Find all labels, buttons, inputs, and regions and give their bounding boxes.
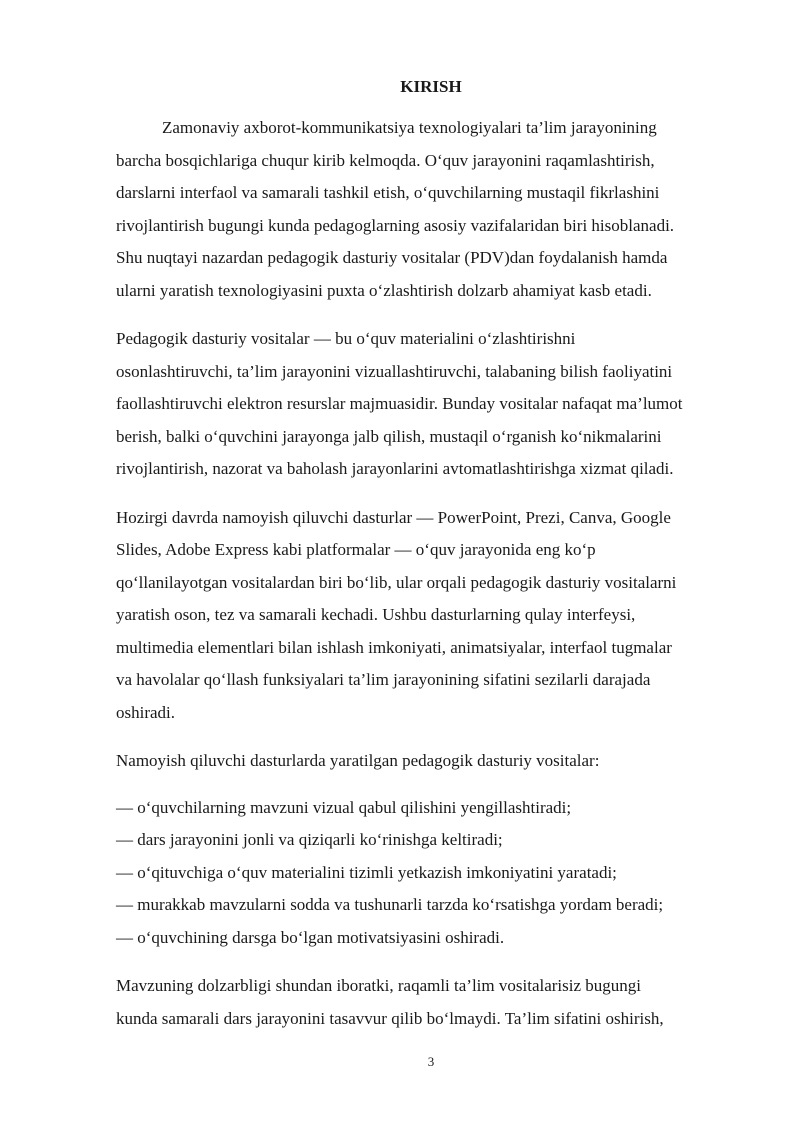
text-line: Pedagogik dasturiy vositalar — bu o‘quv materialini o‘zlashtirishni bbox=[116, 329, 576, 348]
text-line: Slides, Adobe Express kabi platformalar — o‘quv jarayonida eng ko‘p bbox=[116, 540, 596, 559]
text-line: Mavzuning dolzarbligi shundan iboratki, raqamli ta’lim vositalarisiz bugungi bbox=[116, 976, 641, 995]
text-line: multimedia elementlari bilan ishlash imkoniyati, animatsiyalar, interfaol tugmalar bbox=[116, 637, 672, 657]
text-line: Namoyish qiluvchi dasturlarda yaratilgan pedagogik dasturiy vositalar: bbox=[116, 751, 600, 770]
list-item: — o‘quvchining darsga bo‘lgan motivatsiyasini oshiradi. bbox=[116, 927, 505, 947]
page-number: 3 bbox=[427, 1054, 435, 1069]
paragraph-intro bbox=[116, 112, 746, 307]
document-page bbox=[116, 0, 746, 1131]
text-line: faollashtiruvchi elektron resurslar majmuasidir. Bunday vositalar nafaqat ma’lumot bbox=[116, 394, 683, 413]
text-line: qo‘llanilayotgan vositalardan biri bo‘lib, ular orqali pedagogik dasturiy vositalarni bbox=[116, 572, 677, 592]
bullet-list bbox=[116, 792, 746, 955]
list-item: — dars jarayonini jonli va qiziqarli ko‘rinishga keltiradi; bbox=[116, 830, 503, 849]
text-line: oshiradi. bbox=[116, 702, 176, 722]
text-line: barcha bosqichlariga chuqur kirib kelmoqda. O‘quv jarayonini raqamlashtirish, bbox=[116, 150, 655, 170]
paragraph-presentation-software bbox=[116, 502, 746, 730]
paragraph-list-intro bbox=[116, 745, 746, 778]
list-item: — o‘qituvchiga o‘quv materialini tizimli yetkazish imkoniyatini yaratadi; bbox=[116, 862, 617, 882]
list-item: — murakkab mavzularni sodda va tushunarli tarzda ko‘rsatishga yordam beradi; bbox=[116, 895, 664, 914]
text-line: Shu nuqtayi nazardan pedagogik dasturiy vositalar (PDV)dan foydalanish hamda bbox=[116, 248, 668, 267]
paragraph-relevance bbox=[116, 970, 746, 1035]
list-item: — o‘quvchilarning mavzuni vizual qabul qilishini yengillashtiradi; bbox=[116, 797, 572, 817]
text-line: ularni yaratish texnologiyasini puxta o‘zlashtirish dolzarb ahamiyat kasb etadi. bbox=[116, 280, 652, 300]
text-line: Zamonaviy axborot-kommunikatsiya texnologiyalari ta’lim jarayonining bbox=[162, 118, 657, 137]
text-line: darslarni interfaol va samarali tashkil etish, o‘quvchilarning mustaqil fikrlashini bbox=[116, 183, 660, 202]
paragraph-definition bbox=[116, 323, 746, 486]
text-line: Hozirgi davrda namoyish qiluvchi dasturlar — PowerPoint, Prezi, Canva, Google bbox=[116, 507, 671, 527]
text-line: osonlashtiruvchi, ta’lim jarayonini vizuallashtiruvchi, talabaning bilish faoliyatini bbox=[116, 361, 673, 381]
text-line: yaratish oson, tez va samarali kechadi. Ushbu dasturlarning qulay interfeysi, bbox=[116, 605, 636, 624]
text-line: rivojlantirish bugungi kunda pedagoglarning asosiy vazifalaridan biri hisoblanadi. bbox=[116, 215, 675, 235]
text-line: berish, balki o‘quvchini jarayonga jalb qilish, mustaqil o‘rganish ko‘nikmalarini bbox=[116, 426, 662, 446]
page-title: KIRISH bbox=[400, 77, 462, 96]
document-body bbox=[116, 112, 746, 1035]
text-line: kunda samarali dars jarayonini tasavvur qilib bo‘lmaydi. Ta’lim sifatini oshirish, bbox=[116, 1008, 664, 1028]
text-line: rivojlantirish, nazorat va baholash jarayonlarini avtomatlashtirishga xizmat qiladi. bbox=[116, 459, 674, 478]
text-line: va havolalar qo‘llash funksiyalari ta’lim jarayonining sifatini sezilarli darajada bbox=[116, 670, 651, 689]
